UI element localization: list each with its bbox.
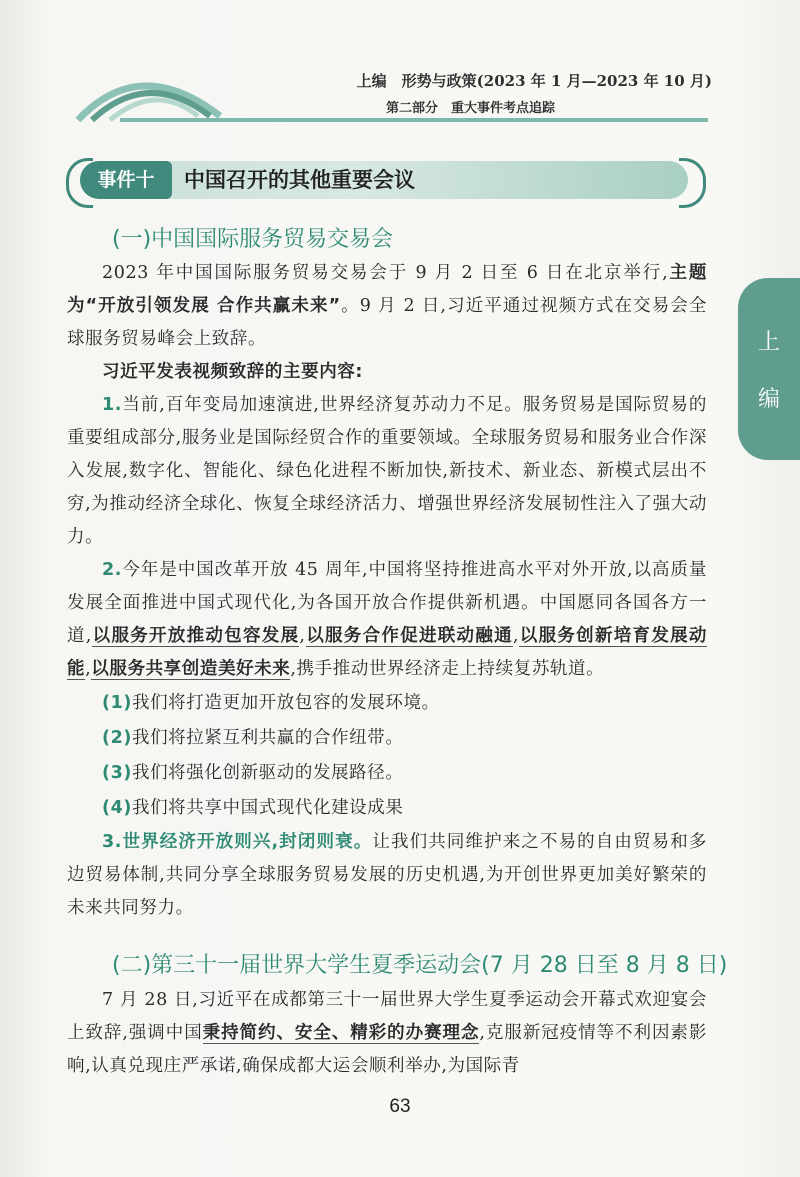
intro-text-c: 。9 月 2 日,习近平通过视频方式在交易会全球服务贸易峰会上致辞。: [67, 296, 707, 349]
intro-text-a: 2023 年中国国际服务贸易交易会于 9 月 2 日至 6 日在北京举行,: [102, 263, 669, 283]
event-badge: 事件十: [80, 161, 172, 199]
point-2-sep-3: ,: [85, 659, 92, 679]
universiade-paragraph: [67, 984, 707, 1083]
header-arc-decoration: [70, 58, 230, 122]
list-item-number: (2): [102, 728, 132, 748]
point-1-paragraph: [67, 389, 707, 554]
point-3-key-sentence: 世界经济开放则兴,封闭则衰。: [122, 832, 373, 852]
list-item: [67, 791, 707, 826]
list-item: [67, 756, 707, 791]
page-number: 63: [389, 1096, 411, 1117]
point-2-key-phrase-3: 以服务创新培育发展动能: [67, 626, 707, 679]
point-3-number: 3.: [102, 832, 123, 852]
list-item: [67, 721, 707, 756]
point-2-key-phrase-2: 以服务合作促进联动融通: [305, 626, 513, 646]
running-header-title: 上编 形势与政策(2023 年 1 月—2023 年 10 月): [356, 72, 712, 90]
list-item-text: 我们将打造更加开放包容的发展环境。: [131, 693, 440, 713]
list-item-number: (1): [102, 693, 132, 713]
point-2-key-phrase-4: 以服务共享创造美好未来: [91, 659, 291, 679]
running-header-subtitle: 第二部分 重大事件考点追踪: [385, 101, 555, 116]
list-item-number: (4): [102, 798, 132, 818]
point-2-paragraph: [67, 554, 707, 686]
point-2-text-a: 今年是中国改革开放 45 周年,中国将坚持推进高水平对外开放,以高质量发展全面推进中国式现代化,为各国开放合作提供新机遇。中国愿同各国各方一道,: [67, 560, 707, 646]
event-banner: [66, 158, 706, 202]
section-heading-2: (二)第三十一届世界大学生夏季运动会(7 月 28 日至 8 月 8 日): [112, 953, 728, 978]
point-2-sep-2: ,: [512, 626, 520, 646]
point-2-key-phrase-1: 以服务开放推动包容发展: [91, 626, 300, 646]
list-item-text: 我们将共享中国式现代化建设成果: [131, 798, 404, 818]
list-item-text: 我们将强化创新驱动的发展路径。: [131, 763, 404, 783]
list-item-text: 我们将拉紧互利共赢的合作纽带。: [131, 728, 404, 748]
header-rule: [120, 118, 708, 122]
intro-paragraph: [67, 257, 707, 356]
universiade-key-phrase: 秉持简约、安全、精彩的办赛理念: [202, 1023, 480, 1043]
point-1-text: 当前,百年变局加速演进,世界经济复苏动力不足。服务贸易是国际贸易的重要组成部分,服务业是国际经贸合作的重要领域。全球服务贸易和服务业合作深入发展,数字化、智能化、绿色化进程不断加快,新技术、新业态、新模式层出不穷,为推动经济全球化、恢复全球经济活力、增强世界经济发展韧性注入了强大动力。: [67, 395, 707, 547]
universiade-text-c: ,克服新冠疫情等不利因素影响,认真兑现庄严承诺,确保成都大运会顺利举办,为国际青: [67, 1023, 707, 1076]
section-1-body: [67, 257, 707, 925]
event-title: 中国召开的其他重要会议: [184, 168, 415, 192]
list-item-number: (3): [102, 763, 132, 783]
section-2-body: [67, 984, 707, 1083]
side-tab-char-1: 上: [757, 330, 780, 355]
universiade-text-a: 7 月 28 日,习近平在成都第三十一届世界大学生夏季运动会开幕式欢迎宴会上致辞,强调中国: [67, 990, 707, 1043]
banner-right-bracket: [679, 158, 706, 208]
list-item: [67, 686, 707, 721]
section-heading-1: (一)中国国际服务贸易交易会: [112, 227, 394, 252]
point-1-number: 1.: [102, 395, 123, 415]
point-3-paragraph: [67, 826, 707, 925]
point-2-sep-1: ,: [299, 626, 306, 646]
point-3-text: 让我们共同维护来之不易的自由贸易和多边贸易体制,共同分享全球服务贸易发展的历史机遇,为开创世界更加美好繁荣的未来共同努力。: [67, 832, 707, 918]
point-2-number: 2.: [102, 560, 123, 580]
side-tab-char-2: 编: [757, 387, 780, 412]
volume-side-tab: [738, 278, 800, 460]
speech-lead: 习近平发表视频致辞的主要内容:: [102, 362, 363, 382]
intro-theme: 主题为“开放引领发展 合作共赢未来”: [67, 263, 708, 316]
point-2-text-c: ,携手推动世界经济走上持续复苏轨道。: [290, 659, 605, 679]
